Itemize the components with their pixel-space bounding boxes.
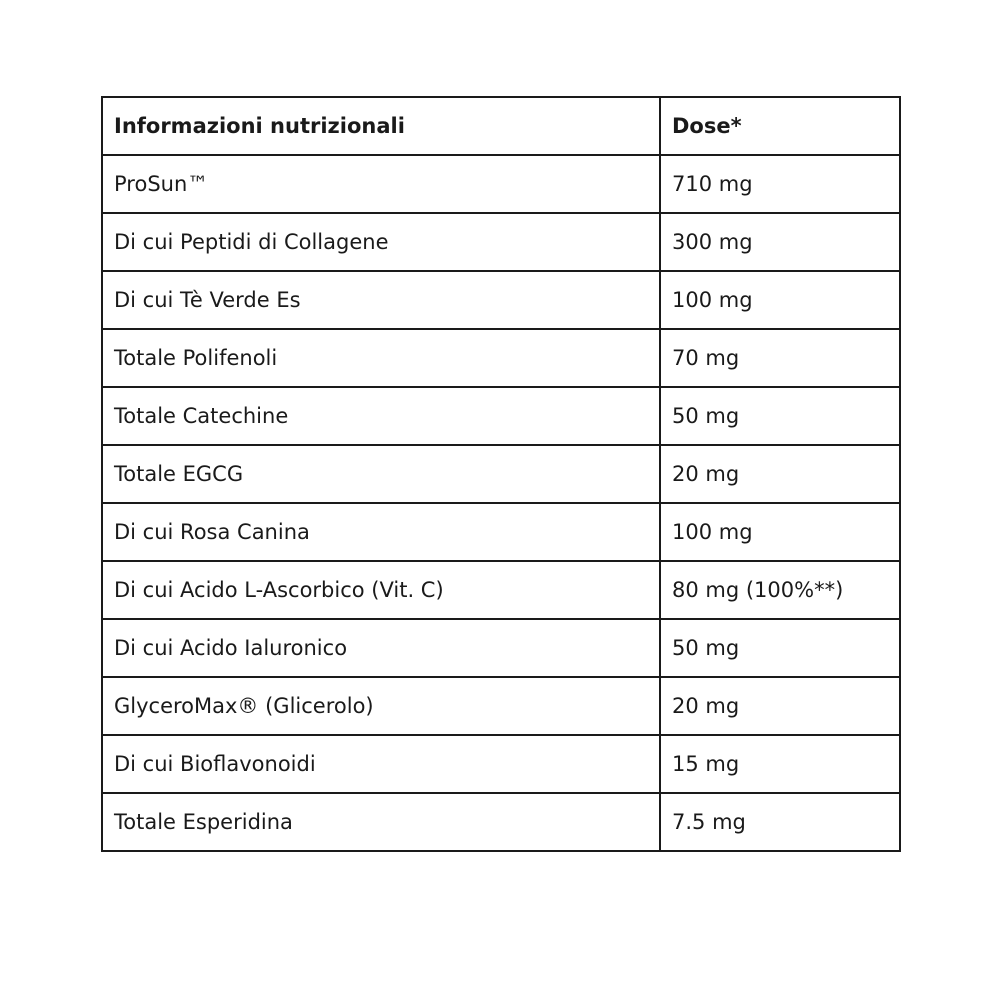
table-row <box>102 387 900 445</box>
table-row <box>102 677 900 735</box>
ingredient-cell: Di cui Acido Ialuronico <box>102 619 660 677</box>
table-row <box>102 155 900 213</box>
dose-cell: 70 mg <box>660 329 900 387</box>
ingredient-cell: Totale EGCG <box>102 445 660 503</box>
table-header-row <box>102 97 900 155</box>
table-row <box>102 619 900 677</box>
table-row <box>102 735 900 793</box>
dose-cell: 100 mg <box>660 271 900 329</box>
table-row <box>102 329 900 387</box>
dose-cell: 300 mg <box>660 213 900 271</box>
dose-cell: 80 mg (100%**) <box>660 561 900 619</box>
dose-cell: 20 mg <box>660 445 900 503</box>
ingredient-cell: GlyceroMax® (Glicerolo) <box>102 677 660 735</box>
dose-cell: 710 mg <box>660 155 900 213</box>
header-nutrition-info: Informazioni nutrizionali <box>102 97 660 155</box>
ingredient-cell: Totale Polifenoli <box>102 329 660 387</box>
table-row <box>102 793 900 851</box>
ingredient-cell: Di cui Bioflavonoidi <box>102 735 660 793</box>
table-row <box>102 271 900 329</box>
dose-cell: 15 mg <box>660 735 900 793</box>
dose-cell: 20 mg <box>660 677 900 735</box>
nutrition-table <box>101 96 901 852</box>
ingredient-cell: Di cui Tè Verde Es <box>102 271 660 329</box>
dose-cell: 100 mg <box>660 503 900 561</box>
ingredient-cell: Di cui Acido L-Ascorbico (Vit. C) <box>102 561 660 619</box>
table-row <box>102 503 900 561</box>
table-row <box>102 561 900 619</box>
dose-cell: 50 mg <box>660 387 900 445</box>
table-row <box>102 445 900 503</box>
dose-cell: 50 mg <box>660 619 900 677</box>
ingredient-cell: Di cui Rosa Canina <box>102 503 660 561</box>
ingredient-cell: Di cui Peptidi di Collagene <box>102 213 660 271</box>
ingredient-cell: ProSun™ <box>102 155 660 213</box>
table-row <box>102 213 900 271</box>
dose-cell: 7.5 mg <box>660 793 900 851</box>
ingredient-cell: Totale Esperidina <box>102 793 660 851</box>
ingredient-cell: Totale Catechine <box>102 387 660 445</box>
header-dose: Dose* <box>660 97 900 155</box>
